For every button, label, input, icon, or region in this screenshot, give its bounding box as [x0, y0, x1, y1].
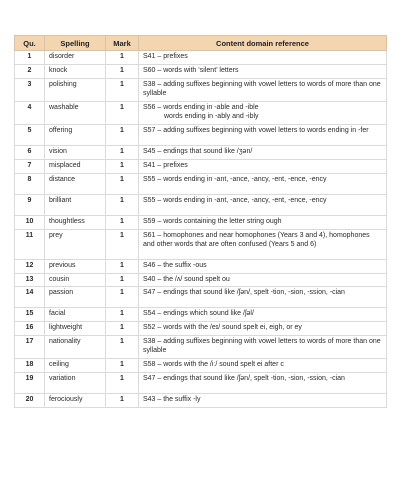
table-row [15, 308, 387, 322]
table-header [15, 36, 387, 51]
header-qu: Qu. [15, 36, 45, 51]
content-domain-reference [139, 359, 387, 373]
table-row [15, 51, 387, 65]
spelling-word: knock [45, 64, 106, 78]
reference-line: S38 – adding suffixes beginning with vowel letters to words of more than one syllable [143, 80, 381, 97]
reference-line: S57 – adding suffixes beginning with vowel letters to words ending in -fer [143, 126, 369, 134]
spelling-word: variation [45, 373, 106, 394]
table-body [15, 51, 387, 408]
spelling-word: polishing [45, 78, 106, 101]
spelling-word: lightweight [45, 322, 106, 336]
mark-value: 1 [106, 394, 139, 408]
mark-value: 1 [106, 287, 139, 308]
reference-line: S40 – the /ʌ/ sound spelt ou [143, 275, 230, 283]
spelling-word: offering [45, 124, 106, 145]
table-row [15, 64, 387, 78]
question-number: 8 [15, 173, 45, 194]
mark-value: 1 [106, 124, 139, 145]
table-row [15, 287, 387, 308]
question-number: 2 [15, 64, 45, 78]
reference-line: S56 – words ending in -able and -ible [143, 103, 259, 111]
question-number: 14 [15, 287, 45, 308]
question-number: 19 [15, 373, 45, 394]
table-row [15, 336, 387, 359]
content-domain-reference [139, 78, 387, 101]
content-domain-reference [139, 229, 387, 259]
content-domain-reference [139, 101, 387, 124]
reference-line: S45 – endings that sound like /ʒən/ [143, 147, 253, 155]
spelling-word: thoughtless [45, 215, 106, 229]
reference-line: S52 – words with the /eɪ/ sound spelt ei, eigh, or ey [143, 324, 302, 332]
mark-value: 1 [106, 273, 139, 287]
reference-line: S60 – words with ‘silent’ letters [143, 66, 239, 74]
content-domain-reference [139, 194, 387, 215]
content-domain-reference [139, 51, 387, 65]
table-row [15, 215, 387, 229]
table-row [15, 322, 387, 336]
content-domain-reference [139, 287, 387, 308]
spelling-word: washable [45, 101, 106, 124]
mark-value: 1 [106, 259, 139, 273]
header-content-domain-reference: Content domain reference [139, 36, 387, 51]
reference-line: S61 – homophones and near homophones (Years 3 and 4), homophones and other words that are often confused (Years 5 and 6) [143, 231, 370, 248]
mark-value: 1 [106, 101, 139, 124]
question-number: 18 [15, 359, 45, 373]
mark-value: 1 [106, 336, 139, 359]
reference-line: words ending in -ably and -ibly [164, 112, 259, 120]
mark-value: 1 [106, 64, 139, 78]
spelling-word: ceiling [45, 359, 106, 373]
spelling-word: previous [45, 259, 106, 273]
spelling-word: facial [45, 308, 106, 322]
table-row [15, 145, 387, 159]
spelling-word: distance [45, 173, 106, 194]
content-domain-reference [139, 373, 387, 394]
reference-line: S54 – endings which sound like /ʃəl/ [143, 310, 254, 318]
header-mark: Mark [106, 36, 139, 51]
spelling-word: cousin [45, 273, 106, 287]
reference-line: S38 – adding suffixes beginning with vowel letters to words of more than one syllable [143, 338, 381, 355]
spelling-word: disorder [45, 51, 106, 65]
content-domain-reference [139, 124, 387, 145]
mark-value: 1 [106, 215, 139, 229]
mark-value: 1 [106, 194, 139, 215]
header-row [15, 36, 387, 51]
spelling-word: vision [45, 145, 106, 159]
spelling-word: passion [45, 287, 106, 308]
table-row [15, 101, 387, 124]
question-number: 20 [15, 394, 45, 408]
question-number: 15 [15, 308, 45, 322]
table-row [15, 78, 387, 101]
content-domain-reference [139, 173, 387, 194]
question-number: 11 [15, 229, 45, 259]
table-row [15, 194, 387, 215]
mark-scheme-table [14, 35, 387, 408]
content-domain-reference [139, 394, 387, 408]
table-row [15, 124, 387, 145]
reference-line: S41 – prefixes [143, 53, 188, 60]
mark-value: 1 [106, 359, 139, 373]
table-row [15, 394, 387, 408]
reference-line: S43 – the suffix -ly [143, 396, 201, 404]
question-number: 10 [15, 215, 45, 229]
mark-value: 1 [106, 78, 139, 101]
reference-line: S41 – prefixes [143, 161, 188, 169]
table-row [15, 359, 387, 373]
reference-line: S47 – endings that sound like /ʃən/, spelt -tion, -sion, -ssion, -cian [143, 289, 345, 297]
reference-line: S55 – words ending in -ant, -ance, -ancy, -ent, -ence, -ency [143, 196, 327, 204]
content-domain-reference [139, 259, 387, 273]
reference-line: S59 – words containing the letter string ough [143, 217, 282, 225]
spelling-word: misplaced [45, 159, 106, 173]
mark-value: 1 [106, 159, 139, 173]
content-domain-reference [139, 336, 387, 359]
spelling-word: prey [45, 229, 106, 259]
question-number: 9 [15, 194, 45, 215]
question-number: 5 [15, 124, 45, 145]
mark-value: 1 [106, 322, 139, 336]
question-number: 17 [15, 336, 45, 359]
content-domain-reference [139, 308, 387, 322]
content-domain-reference [139, 322, 387, 336]
table-row [15, 229, 387, 259]
content-domain-reference [139, 273, 387, 287]
reference-line: S55 – words ending in -ant, -ance, -ancy, -ent, -ence, -ency [143, 175, 327, 183]
spelling-word: brilliant [45, 194, 106, 215]
question-number: 1 [15, 51, 45, 65]
question-number: 13 [15, 273, 45, 287]
table-row [15, 273, 387, 287]
mark-value: 1 [106, 229, 139, 259]
table-row [15, 373, 387, 394]
spelling-word: ferociously [45, 394, 106, 408]
table-row [15, 259, 387, 273]
question-number: 16 [15, 322, 45, 336]
table-row [15, 173, 387, 194]
mark-value: 1 [106, 51, 139, 65]
header-spelling: Spelling [45, 36, 106, 51]
reference-line: S58 – words with the /iː/ sound spelt ei after c [143, 361, 284, 369]
spelling-word: nationality [45, 336, 106, 359]
mark-value: 1 [106, 145, 139, 159]
content-domain-reference [139, 145, 387, 159]
content-domain-reference [139, 64, 387, 78]
content-domain-reference [139, 159, 387, 173]
mark-value: 1 [106, 173, 139, 194]
reference-line: S46 – the suffix -ous [143, 261, 207, 269]
mark-value: 1 [106, 373, 139, 394]
question-number: 4 [15, 101, 45, 124]
table-row [15, 159, 387, 173]
question-number: 7 [15, 159, 45, 173]
question-number: 12 [15, 259, 45, 273]
mark-scheme-table-wrapper [14, 35, 386, 408]
mark-value: 1 [106, 308, 139, 322]
question-number: 6 [15, 145, 45, 159]
question-number: 3 [15, 78, 45, 101]
reference-line: S47 – endings that sound like /ʃən/, spelt -tion, -sion, -ssion, -cian [143, 375, 345, 383]
content-domain-reference [139, 215, 387, 229]
